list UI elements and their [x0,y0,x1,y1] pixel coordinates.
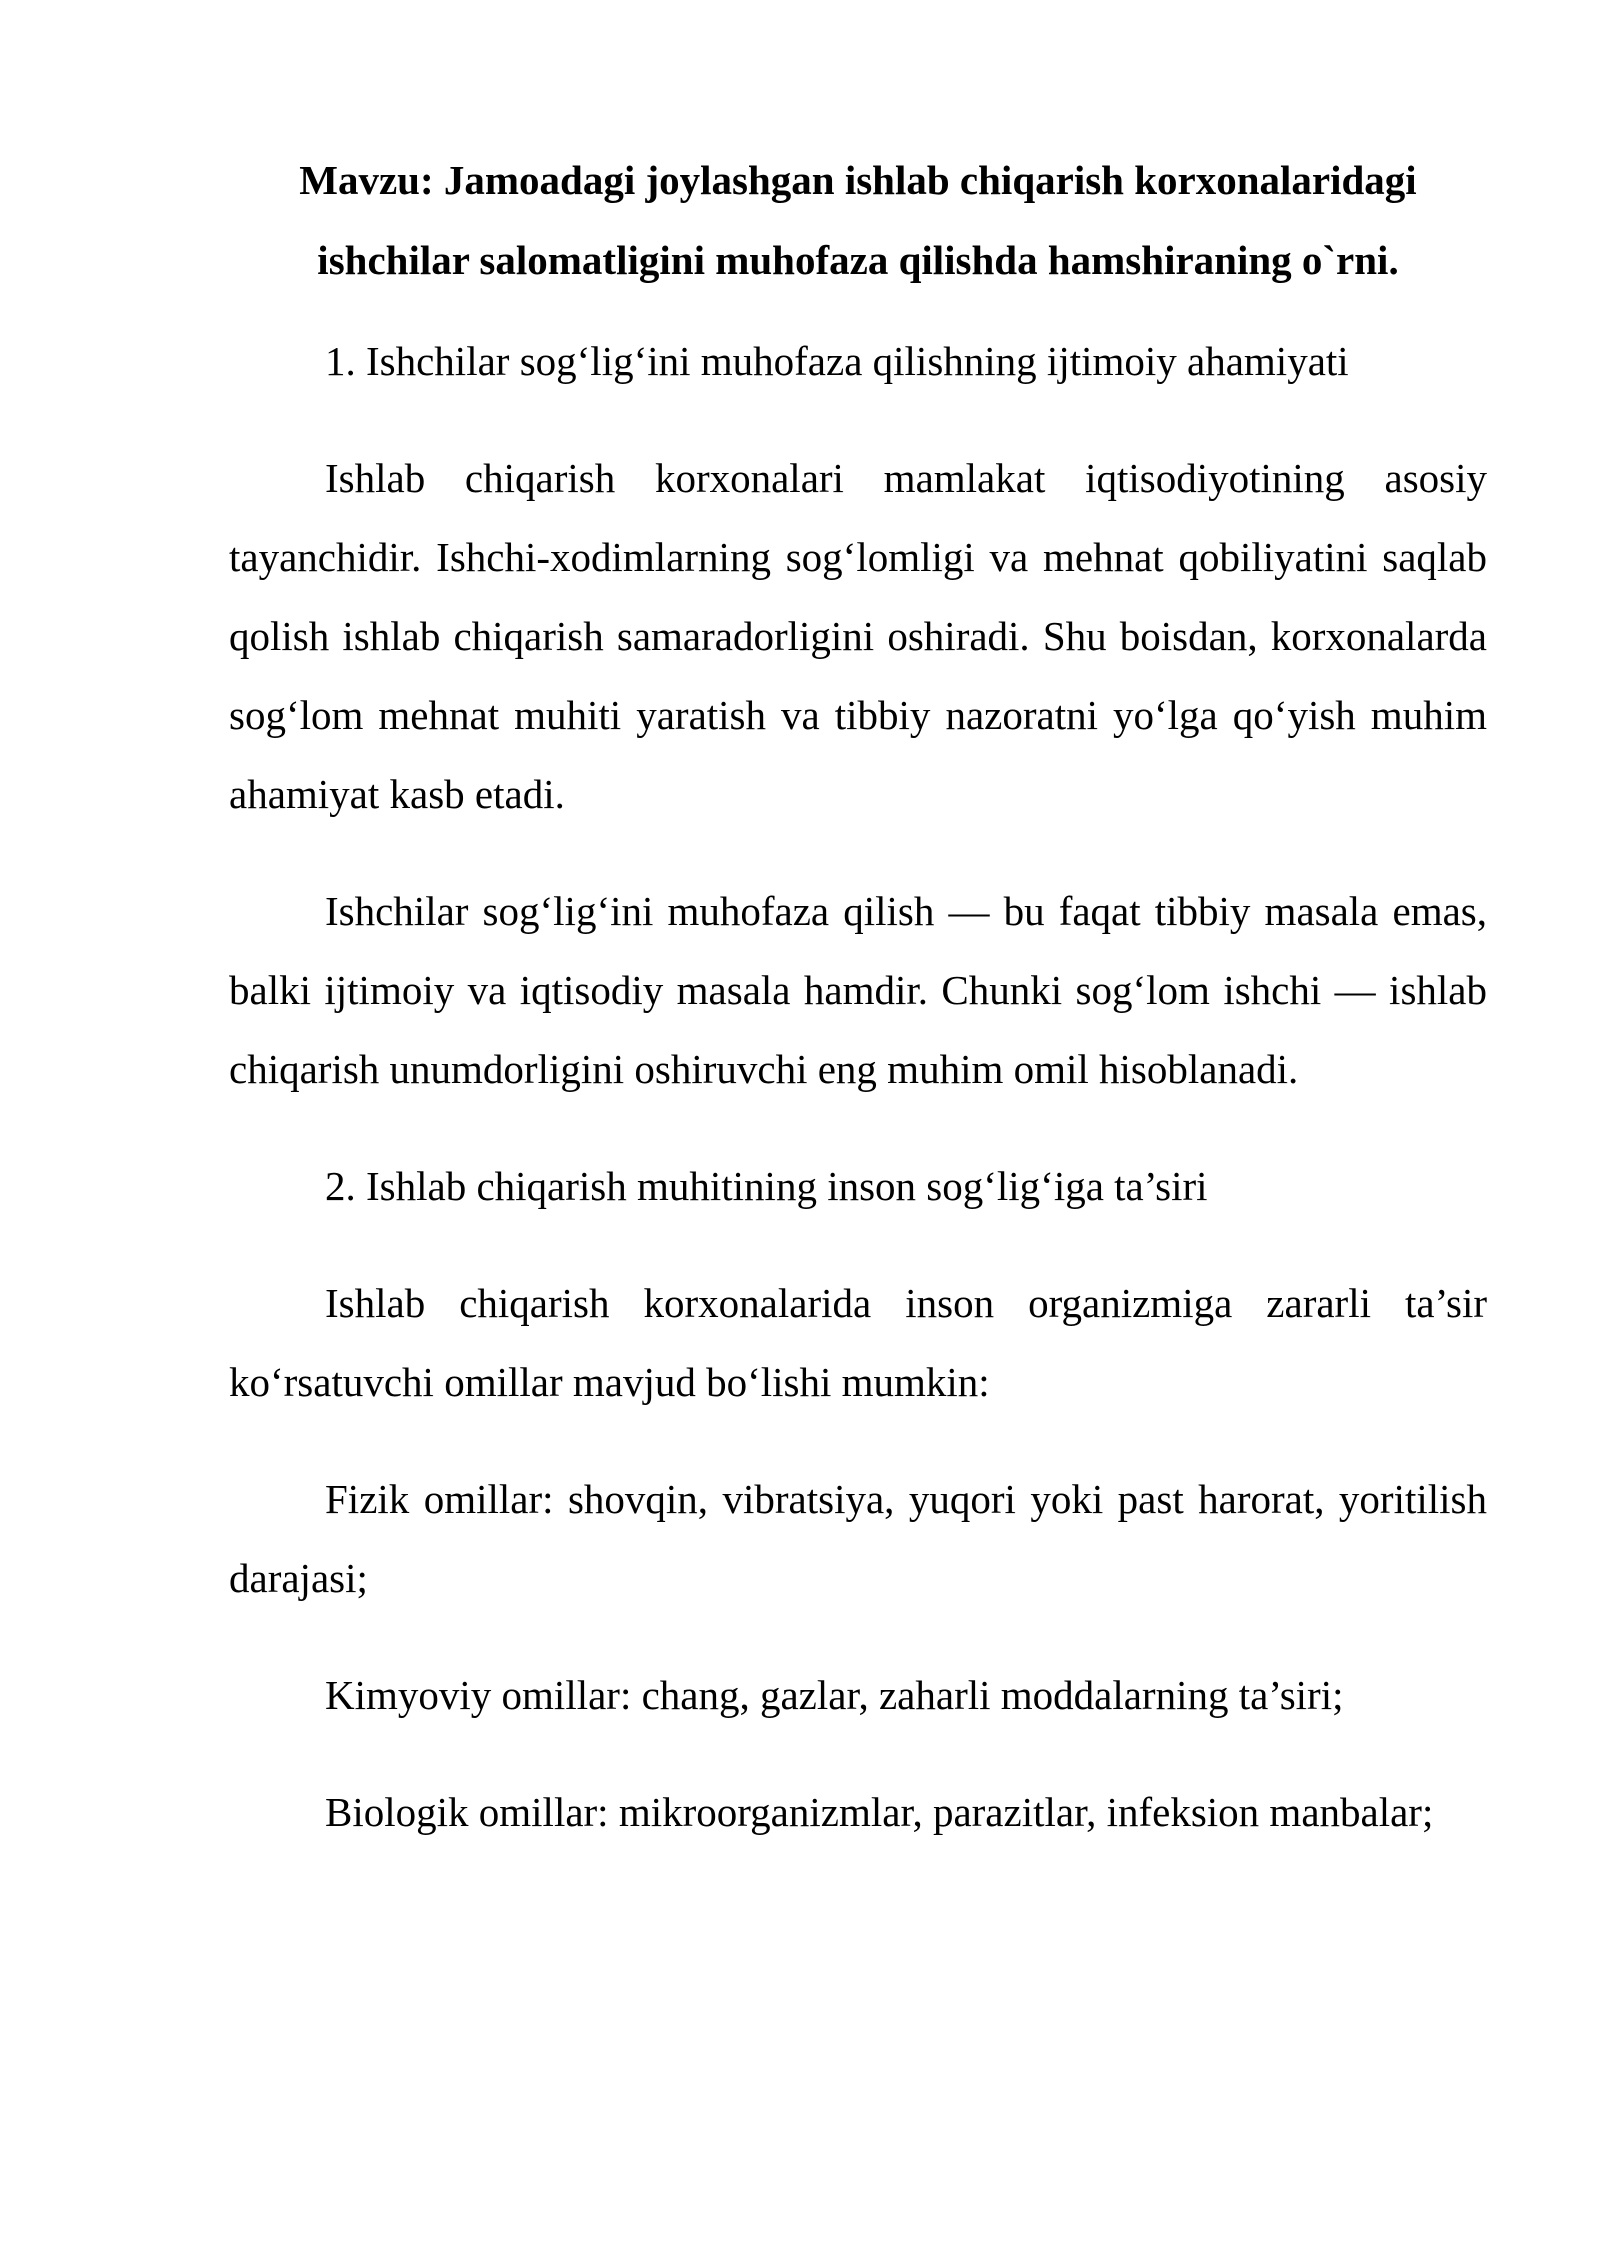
document-title: Mavzu: Jamoadagi joylashgan ishlab chiqarish korxonalaridagi ishchilar salomatligini muhofaza qilishda hamshiraning o`rni. [299,157,1417,283]
paragraph: Ishlab chiqarish korxonalari mamlakat iqtisodiyotining asosiy tayanchidir. Ishchi-xodimlarning sog‘lomligi va mehnat qobiliyatini saqlab qolish ishlab chiqarish samaradorligini oshiradi. Shu boisdan, korxonalarda sog‘lom mehnat muhiti yaratish va tibbiy nazoratni yo‘lga qo‘yish muhim ahamiyat kasb etadi. [229,455,1487,817]
list-item-physical-factors: Fizik omillar: shovqin, vibratsiya, yuqori yoki past harorat, yoritilish darajasi; [229,1476,1487,1601]
document-page [229,140,1487,1890]
section-heading-1: 1. Ishchilar sog‘lig‘ini muhofaza qilishning ijtimoiy ahamiyati [325,338,1349,384]
paragraph: Ishchilar sog‘lig‘ini muhofaza qilish — bu faqat tibbiy masala emas, balki ijtimoiy va iqtisodiy masala hamdir. Chunki sog‘lom ishchi — ishlab chiqarish unumdorligini oshiruvchi eng muhim omil hisoblanadi. [229,888,1487,1092]
list-item-biological-factors: Biologik omillar: mikroorganizmlar, parazitlar, infeksion manbalar; [325,1789,1434,1835]
list-item-chemical-factors: Kimyoviy omillar: chang, gazlar, zaharli moddalarning ta’siri; [325,1672,1344,1718]
section-heading-2: 2. Ishlab chiqarish muhitining inson sog‘lig‘iga ta’siri [325,1163,1208,1209]
paragraph: Ishlab chiqarish korxonalarida inson organizmiga zararli ta’sir ko‘rsatuvchi omillar mavjud bo‘lishi mumkin: [229,1280,1487,1405]
